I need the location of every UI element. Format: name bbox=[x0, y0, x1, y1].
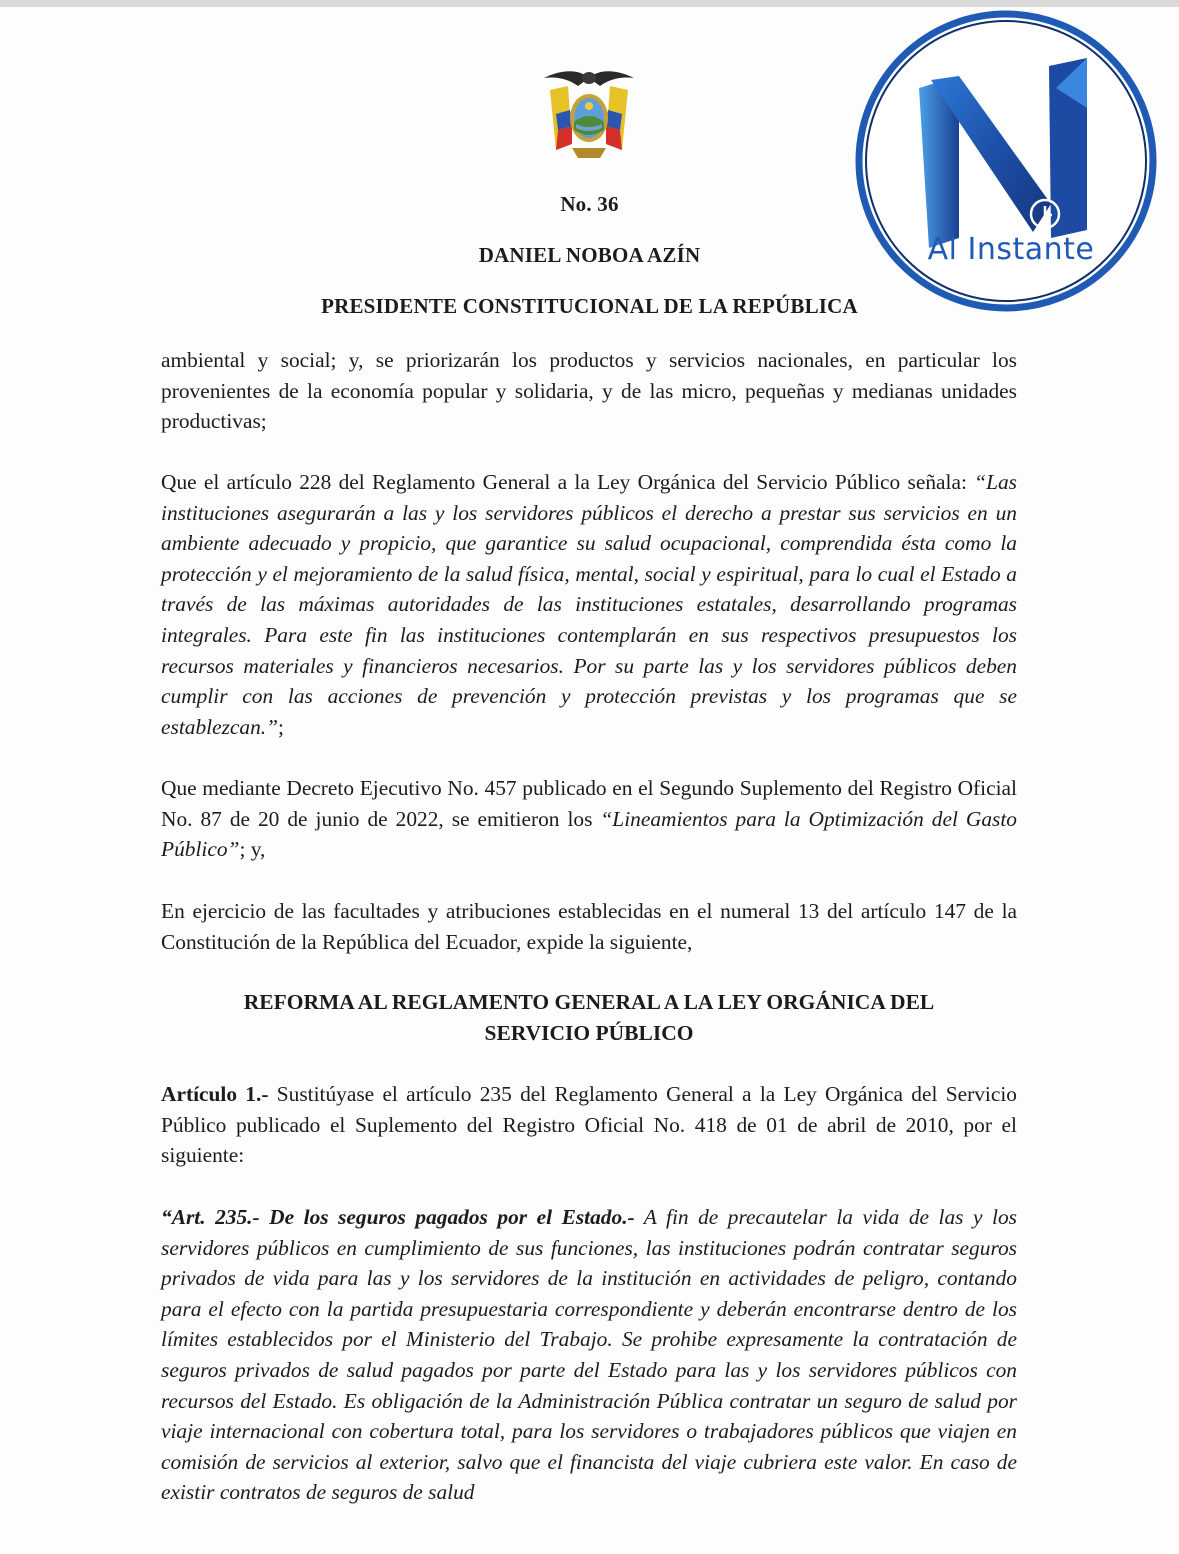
paragraph-article-235 bbox=[161, 1202, 1017, 1508]
decree-457-end: ; y, bbox=[239, 837, 266, 862]
reform-title-line2: SERVICIO PÚBLICO bbox=[484, 1021, 694, 1045]
decree-457-intro: Que mediante Decreto Ejecutivo No. 457 publicado en el Segundo Suplemento del Registro Oficial No. 87 de 20 de junio de 2022, se emitieron los bbox=[161, 776, 1017, 831]
decree-number: No. 36 bbox=[560, 192, 619, 216]
coat-of-arms-icon bbox=[538, 64, 640, 166]
paragraph-article-1 bbox=[161, 1079, 1017, 1171]
paragraph-decree-457 bbox=[161, 773, 1017, 865]
top-edge-bar bbox=[0, 0, 1179, 7]
article-1-label: Artículo 1.- bbox=[161, 1082, 269, 1106]
logo-brand-text: Al Instante bbox=[927, 232, 1095, 267]
president-title: PRESIDENTE CONSTITUCIONAL DE LA REPÚBLICA bbox=[321, 294, 858, 318]
reform-title-line1: REFORMA AL REGLAMENTO GENERAL A LA LEY ORGÁNICA DEL bbox=[243, 990, 935, 1014]
article-228-intro: Que el artículo 228 del Reglamento General a la Ley Orgánica del Servicio Público señala: bbox=[161, 470, 975, 494]
al-instante-logo bbox=[851, 8, 1161, 314]
paragraph-powers: En ejercicio de las facultades y atribuciones establecidas en el numeral 13 del artículo 147 de la Constitución de la República del Ecuador, expide la siguiente, bbox=[161, 899, 1017, 954]
logo-graphic bbox=[851, 8, 1161, 314]
article-235-text: A fin de precautelar la vida de las y los servidores públicos en cumplimiento de sus funciones, las instituciones podrán contratar seguros privados de vida para las y los servidores de la institución en actividades de peligro, contando para el efecto con la partida presupuestaria correspondiente y deberán encontrarse dentro de los límites establecidos por el Ministerio del Trabajo. Se prohibe expresamente la contratación de seguros privados de salud pagados por parte del Estado para las y los servidores públicos con recursos del Estado. Es obligación de la Administración Pública contratar un seguro de salud por viaje internacional con cobertura total, para los servidores o trabajadores públicos que viajen en comisión de servicios al exterior, salvo que el financista del viaje cubriera este valor. En caso de existir contratos de seguros de salud bbox=[161, 1205, 1017, 1505]
article-235-label: “Art. 235.- De los seguros pagados por el Estado.- bbox=[161, 1205, 635, 1229]
article-228-quote: “Las instituciones asegurarán a las y los servidores públicos el derecho a prestar sus servicios en un ambiente adecuado y propicio, que garantice su salud ocupacional, comprendida ésta como la protección y el mejoramiento de la salud física, mental, social y espiritual, para lo cual el Estado a través de las máximas autoridades de las instituciones estatales, desarrollando programas integrales. Para este fin las instituciones contemplarán en sus respectivos presupuestos los recursos materiales y financieros necesarios. Por su parte las y los servidores públicos deben cumplir con las acciones de prevención y protección previstas y los programas que se establezcan.” bbox=[161, 470, 1017, 739]
article-228-end: ; bbox=[278, 714, 284, 739]
paragraph-environmental: ambiental y social; y, se priorizarán los productos y servicios nacionales, en particular los provenientes de la economía popular y solidaria, y de las micro, pequeñas y medianas unidades productivas; bbox=[161, 348, 1017, 434]
decree-457-quote: “Lineamientos para la Optimización del Gasto Público” bbox=[161, 806, 1017, 862]
article-1-text: Sustitúyase el artículo 235 del Reglamento General a la Ley Orgánica del Servicio Público publicado el Suplemento del Registro Oficial No. 418 de 01 de abril de 2010, por el siguiente: bbox=[161, 1082, 1017, 1168]
paragraph-article-228 bbox=[161, 467, 1017, 742]
president-name: DANIEL NOBOA AZÍN bbox=[478, 243, 701, 267]
reform-title bbox=[161, 987, 1017, 1049]
